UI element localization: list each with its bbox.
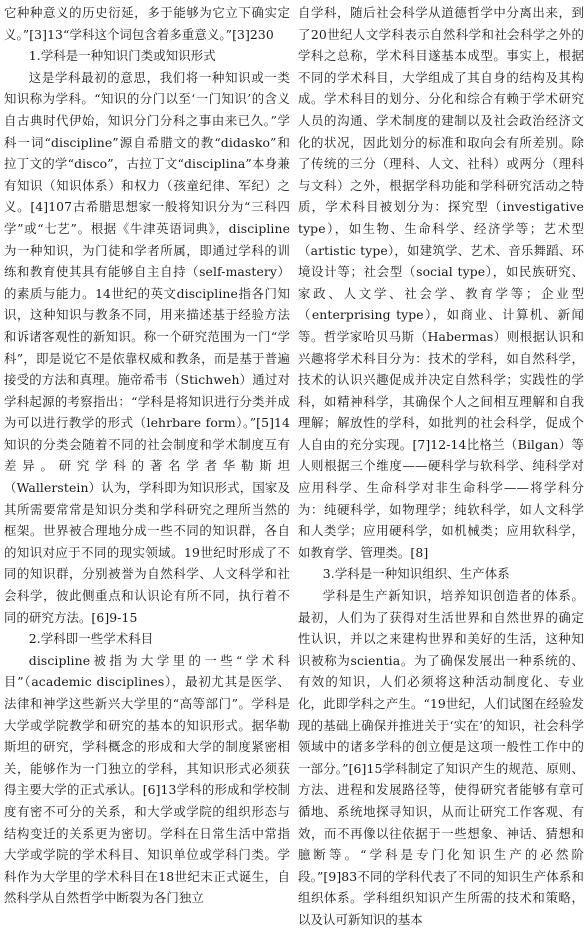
- paragraph-1: 这是学科最初的意思，我们将一种知识或一类知识称为学科。“知识的分门以至‘一门知识’的含义自古典时代伊始，知识分门分科之事由来已久。”学科一词“discipline”源自希腊文的教“didasko”和拉丁文的学“disco”，古拉丁文“disciplina”本身兼有知识（知识体系）和权力（孩童纪律、军纪）之义。[4]107古希腊思想家一般将知识分为“三科四学”或“七艺”。根据《牛津英语词典》，discipline为一种知识，为门徒和学者所属，即通过学科的训练和教育使其具有能够自主自持（self-mastery）的素质与能力。14世纪的英文discipline指各门知识，这种知识与教条不同，用来描述基于经验方法和诉诸客观性的新知识。称一个研究范围为一门“学科”，即是说它不是依靠权威和教条，而是基于普遍接受的方法和真理。施帝希韦（Stichweh）通过对学科起源的考察指出：“学科是将知识进行分类并成为可以进行教学的形式（lehrbare form）。”[5]14知识的分类会随着不同的社会制度和学术制度互有差异。研究学科的著名学者华勒斯坦（Wallerstein）认为，学科即为知识形式，国家及其所需要常常是知识分类和学科研究之理所当然的框架。世界被合理地分成一些不同的知识群，各自的知识对应于不同的现实领域。19世纪时形成了不同的知识群，分别被誉为自然科学、人文科学和社会科学，彼此侧重点和认识论有所不同，执行着不同的研究方法。[6]9-15: [4, 69, 290, 625]
- paragraph-2: discipline被指为大学里的一些“学术科目”（academic disciplines），最初尤其是医学、法律和神学这些新兴大学里的“高等部门”。学科是大学或学院教学和研究的基本的知识形式。据华勒斯坦的研究，学科概念的形成和大学的制度紧密相关，能够作为一门独立的学科，其知识形式必须获得主要大学的正式承认。[6]13学科的形成和学校制度有密不可分的关系，和大学或学院的组织形态与结构变迁的关系更为密切。学科在日常生活中常指大学或学院的学术科目、知识单位或学科门类。学科作为大学里的学术科目在18世纪末正式诞生，自然科学从自然哲学中断裂为各门独立: [4, 652, 290, 906]
- paragraph-continued-right: 自学科，随后社会科学从道德哲学中分离出来，到了20世纪人文学科表示自然科学和社会科学之外的学科之总称，学术科目遂基本成型。事实上，根据不同的学术科目，大学组成了其自身的结构及其构成。学术科目的划分、分化和综合有赖于学术研究人员的沟通、学术制度的建制以及社会政治经济文化的状况，因此划分的标准和取向会有所差别。除了传统的三分（理科、人文、社科）或两分（理科与文科）之外，根据学科功能和学科研究活动之特质，学术科目被划分为：探究型（investigative type），如生物、生命科学、经济学等；艺术型（artistic type），如建筑学、艺术、音乐舞蹈、环境设计等；社会型（social type），如民族研究、家政、人文学、社会学、教育学等；企业型（enterprising type），如商业、计算机、新闻等。哲学家哈贝马斯（Habermas）则根据认识和兴趣将学术科目分为：技术的学科，如自然科学，技术的认识兴趣促成并决定自然科学；实践性的学科，如精神科学，其确保个人之间相互理解和自我理解；解放性的学科，如批判的社会科学，促成个人自由的充分实现。[7]12-14比格兰（Bilgan）等人则根据三个维度——硬科学与软科学、纯科学对应用科学、生命科学对非生命科学——将学科分为：纯硬科学，如物理学；纯软科学，如人文科学和人类学；应用硬科学，如机械类；应用软科学，如教育学、管理类。[8]: [298, 5, 584, 560]
- paragraph-3: 学科是生产新知识，培养知识创造者的体系。最初，人们为了获得对生活世界和自然世界的确定性认识，并以之来建构世界和美好的生活，这种知识被称为scientia。为了确保发展出一种系统的、有效的知识，人们必须将这种活动制度化、专业化，此即学科之产生。“19世纪，人们试图在经验发现的基础上确保并推进关于‘实在’的知识，社会科学领域中的诸多学科的创立便是这项一般性工作中的一部分。”[6]15学科制定了知识产生的规范、原则、方法、进程和发展路径等，使得研究者能够有章可循地、系统地探寻知识，从而让研究工作客观、有效，而不再像以往依据于一些想象、神话、猜想和臆断等。“学科是专门化知识生产的必然阶段。”[9]83不同的学科代表了不同的知识生产体系和组织体系。学科组织知识产生所需的技术和策略，以及认可新知识的基本: [298, 588, 584, 927]
- section-heading-3: 3.学科是一种知识组织、生产体系: [322, 566, 510, 582]
- right-column: [298, 2, 584, 927]
- section-heading-1: 1.学科是一种知识门类或知识形式: [28, 48, 216, 64]
- left-column: [4, 2, 290, 906]
- paragraph-continued: 它种种意义的历史衍延，多于能够为它立下确实定义。”[3]13“学科这个词包含着多重意义。”[3]230: [4, 5, 290, 42]
- section-heading-2: 2.学科即一些学术科目: [28, 631, 154, 647]
